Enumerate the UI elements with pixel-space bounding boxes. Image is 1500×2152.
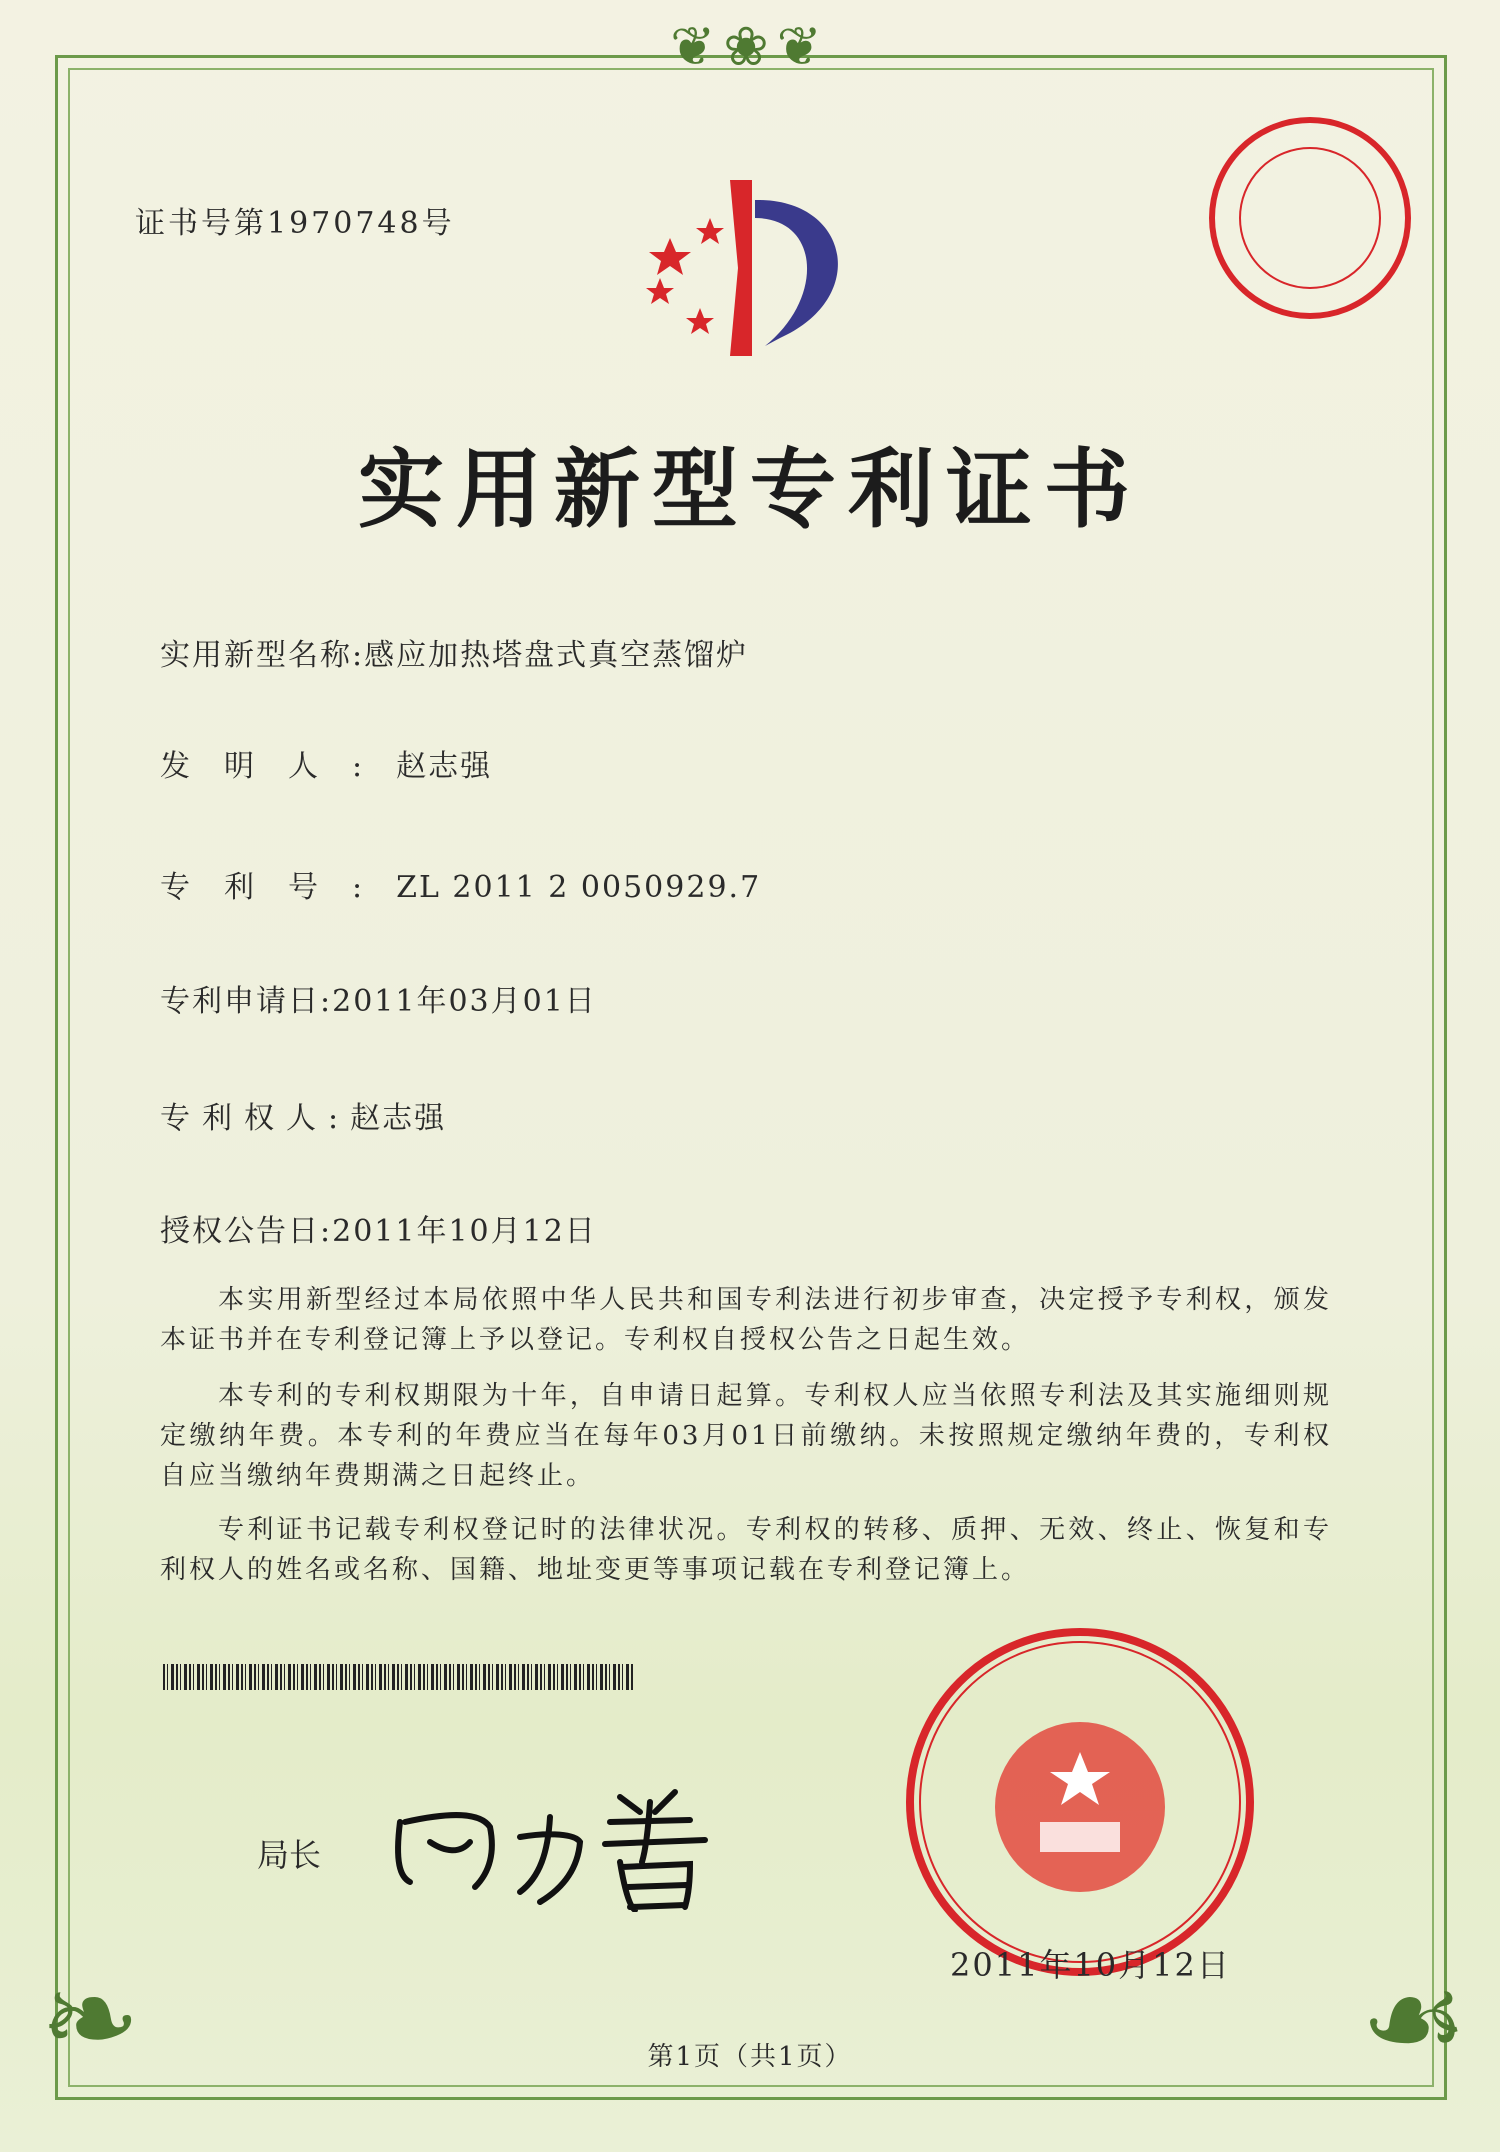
cnipa-official-seal	[900, 1622, 1260, 1982]
patent-number-value: ZL 2011 2 0050929.7	[396, 870, 762, 905]
patentee-field	[160, 1093, 446, 1137]
body-paragraph-3: 专利证书记载专利权登记时的法律状况。专利权的转移、质押、无效、终止、恢复和专利权人的姓名或名称、国籍、地址变更等事项记载在专利登记簿上。	[160, 1515, 1332, 1585]
director-signature	[390, 1782, 720, 1912]
certificate-title: 实用新型专利证书	[358, 439, 1142, 540]
grant-announcement-date-field	[160, 1206, 597, 1250]
director-label: 局长	[257, 1836, 322, 1874]
grant-announcement-date-label: 授权公告日:	[160, 1214, 333, 1249]
top-ornament-icon: ❦❀❦	[670, 15, 830, 78]
grant-announcement-date-value: 2011年10月12日	[332, 1214, 597, 1249]
bottom-left-ornament-icon: ❧	[40, 1950, 141, 2089]
inventor-field	[160, 741, 492, 785]
patent-number-field	[160, 862, 761, 906]
utility-model-name-field	[160, 630, 748, 674]
certificate-number: 证书号第1970748号	[135, 206, 455, 241]
inventor-value: 赵志强	[396, 749, 493, 784]
application-date-label: 专利申请日:	[160, 984, 333, 1019]
body-paragraph-1: 本实用新型经过本局依照中华人民共和国专利法进行初步审查，决定授予专利权，颁发本证书并在专利登记簿上予以登记。专利权自授权公告之日起生效。	[160, 1285, 1332, 1355]
utility-model-name-value: 感应加热塔盘式真空蒸馏炉	[364, 638, 749, 673]
stamp-duty-seal	[1205, 113, 1415, 323]
utility-model-name-label: 实用新型名称:	[160, 638, 365, 673]
application-date-value: 2011年03月01日	[332, 984, 597, 1019]
application-date-field	[160, 976, 597, 1020]
body-paragraph-2: 本专利的专利权期限为十年，自申请日起算。专利权人应当依照专利法及其实施细则规定缴纳年费。本专利的年费应当在每年03月01日前缴纳。未按照规定缴纳年费的，专利权自应当缴纳年费期满之日起终止。	[160, 1381, 1332, 1491]
inventor-label: 发明人:	[160, 749, 397, 784]
patentee-value: 赵志强	[350, 1101, 447, 1136]
cnipa-logo-icon	[630, 178, 880, 358]
patentee-label: 专利权人:	[160, 1101, 351, 1136]
issue-date: 2011年10月12日	[950, 1946, 1231, 1984]
barcode	[163, 1664, 633, 1690]
page-info: 第1页（共1页）	[647, 2042, 853, 2072]
patent-number-label: 专利号:	[160, 870, 397, 905]
bottom-right-ornament-icon: ☙	[1360, 1950, 1468, 2089]
